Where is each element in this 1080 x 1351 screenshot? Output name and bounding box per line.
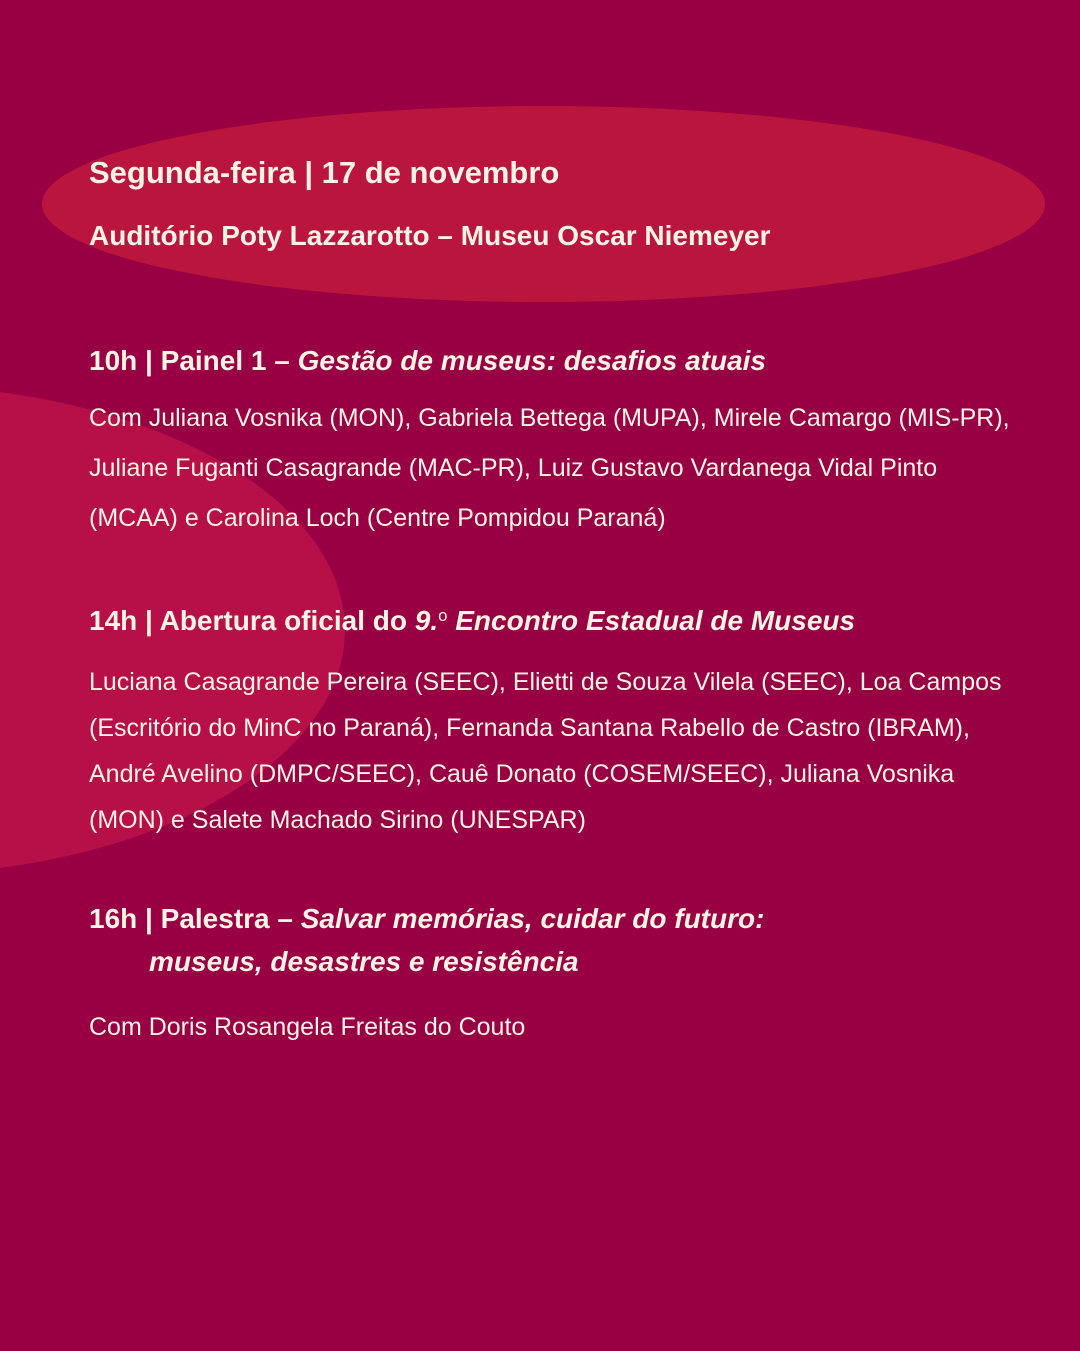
- session-title-10h: [89, 345, 766, 377]
- session-theme: Encontro Estadual de Museus: [447, 605, 856, 636]
- session-title-14h: [89, 605, 855, 637]
- session-title-16h-line2: [149, 946, 579, 978]
- session-time-label: 10h | Painel 1 –: [89, 345, 298, 376]
- session-theme-continued: museus, desastres e resistência: [149, 946, 579, 977]
- venue-heading: Auditório Poty Lazzarotto – Museu Oscar Niemeyer: [89, 220, 771, 251]
- session-time-label: 16h | Palestra –: [89, 903, 301, 934]
- session-participants-14h: Luciana Casagrande Pereira (SEEC), Elietti de Souza Vilela (SEEC), Loa Campos (Escritório do MinC no Paraná), Fernanda Santana Rabello de Castro (IBRAM), André Avelino (DMPC/SEEC), Cauê Donato (COSEM/SEEC), Juliana Vosnika (MON) e Salete Machado Sirino (UNESPAR): [89, 668, 1002, 834]
- event-day-heading: Segunda-feira | 17 de novembro: [89, 155, 560, 190]
- session-time-label: 14h | Abertura oficial do: [89, 605, 415, 636]
- session-theme: Salvar memórias, cuidar do futuro:: [300, 903, 765, 934]
- header-ellipse-background: [42, 106, 1045, 302]
- session-theme-ordinal: 9.$^o$: [414, 605, 448, 636]
- session-theme: Gestão de museus: desafios atuais: [297, 345, 766, 376]
- session-title-16h: [89, 903, 764, 935]
- session-participants-16h: Com Doris Rosangela Freitas do Couto: [89, 1013, 526, 1041]
- session-participants-10h: Com Juliana Vosnika (MON), Gabriela Bettega (MUPA), Mirele Camargo (MIS-PR), Juliane Fuganti Casagrande (MAC-PR), Luiz Gustavo Vardanega Vidal Pinto (MCAA) e Carolina Loch (Centre Pompidou Paraná): [89, 404, 1010, 532]
